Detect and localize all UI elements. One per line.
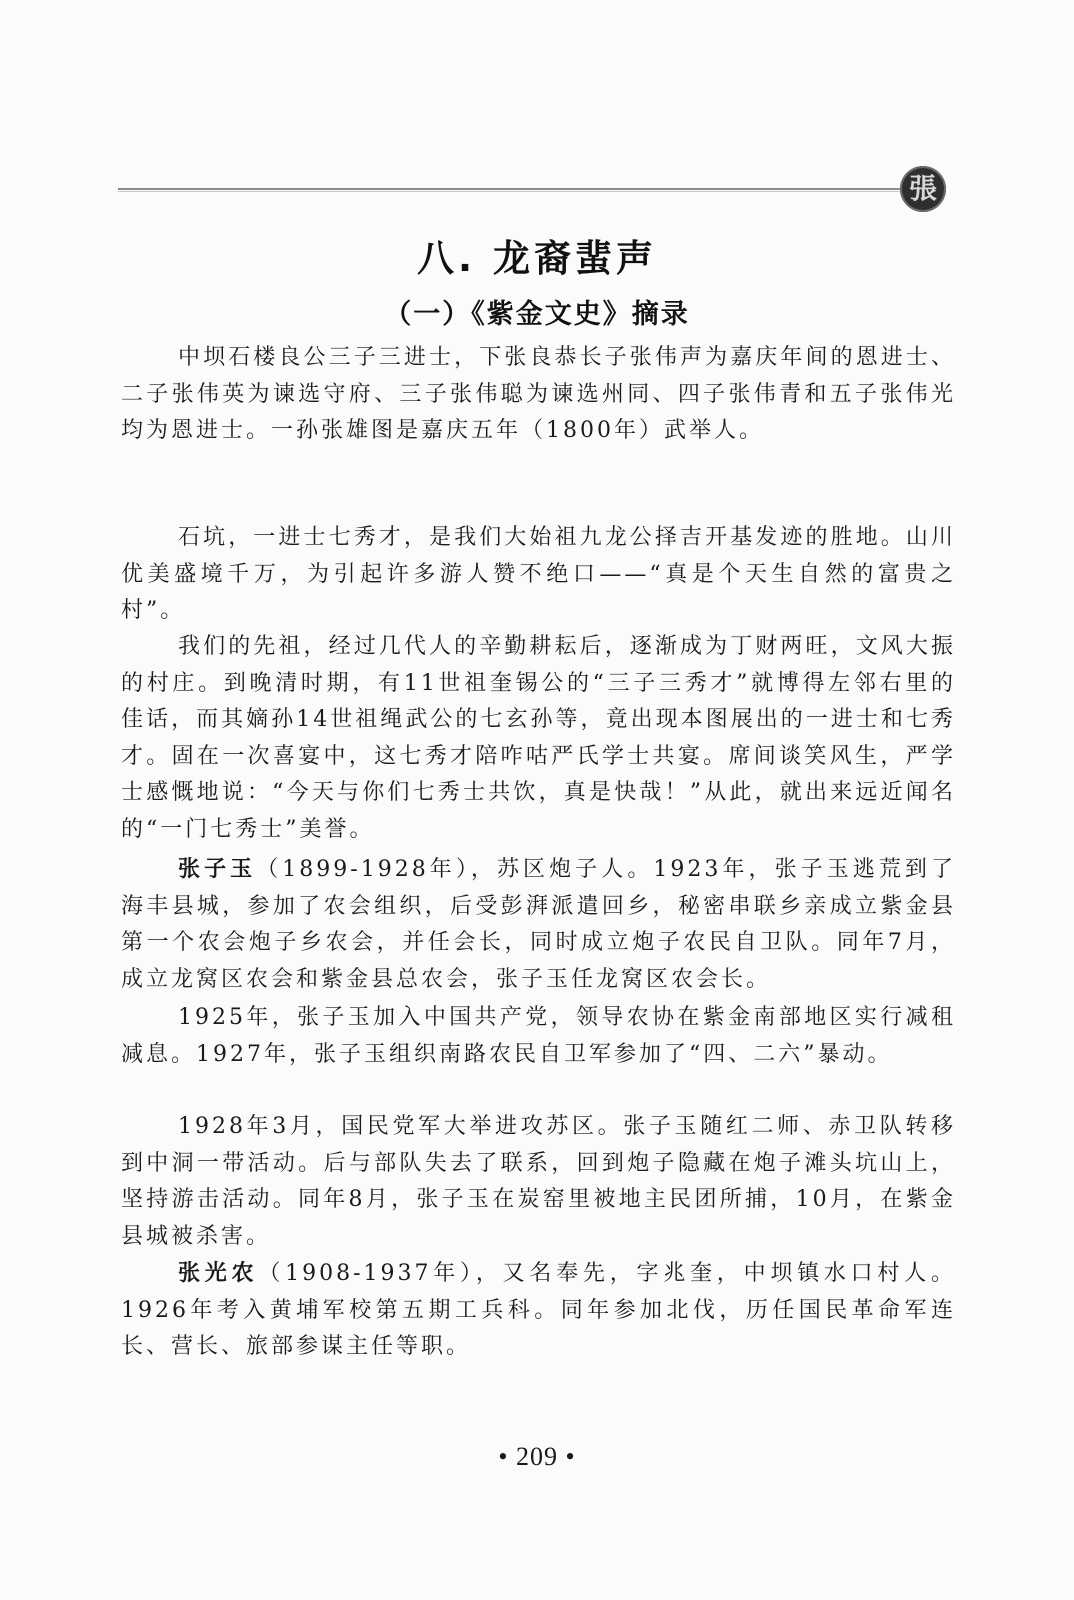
section-title: （一）《紫金文史》摘录 [384,299,690,330]
paragraph-2 [121,520,956,630]
paragraph-zhang-guangnong [121,1256,956,1366]
paragraph-text: （1899-1928年），苏区炮子人。1923年，张子玉逃荒到了海丰县城，参加了农会组织，后受彭湃派遣回乡，秘密串联乡亲成立紫金县第一个农会炮子乡农会，并任会长，同时成立炮子农民自卫队。同年7月，成立龙窝区农会和紫金县总农会，张子玉任龙窝区农会长。 [121,857,956,992]
header-rule-shadow [118,191,900,192]
person-name: 张光农 [178,1261,259,1286]
chapter-title: 八. 龙裔蜚声 [417,237,657,280]
paragraph-text: 我们的先祖，经过几代人的辛勤耕耘后，逐渐成为丁财两旺，文风大振的村庄。到晚清时期，有11世祖奎锡公的“三子三秀才”就博得左邻右里的佳话，而其嫡孙14世祖绳武公的七玄孙等，竟出现本图展出的一进士和七秀才。固在一次喜宴中，这七秀才陪咋咕严氏学士共宴。席间谈笑风生，严学士感慨地说：“今天与你们七秀士共饮，真是快哉！”从此，就出来远近闻名的“一门七秀士”美誉。 [121,634,956,842]
paragraph-zhang-ziyu-1 [121,852,956,998]
zhang-seal-icon: 張 [900,166,946,212]
paragraph-text: 1925年，张子玉加入中国共产党，领导农协在紫金南部地区实行减租减息。1927年，张子玉组织南路农民自卫军参加了“四、二六”暴动。 [121,1005,956,1067]
header-rule [118,188,900,190]
paragraph-text: 1928年3月，国民党军大举进攻苏区。张子玉随红二师、赤卫队转移到中洞一带活动。后与部队失去了联系，回到炮子隐藏在炮子滩头坑山上，坚持游击活动。同年8月，张子玉在炭窑里被地主民团所捕，10月，在紫金县城被杀害。 [121,1114,956,1249]
paragraph-zhang-ziyu-2 [121,1000,956,1073]
paragraph-text: （1908-1937年），又名奉先，字兆奎，中坝镇水口村人。1926年考入黄埔军校第五期工兵科。同年参加北伐，历任国民革命军连长、营长、旅部参谋主任等职。 [121,1261,956,1359]
paragraph-text: 石坑，一进士七秀才，是我们大始祖九龙公择吉开基发迹的胜地。山川优美盛境千万，为引起许多游人赞不绝口——“真是个天生自然的富贵之村”。 [121,525,956,623]
paragraph-3 [121,629,956,848]
paragraph-1 [121,340,956,450]
person-name: 张子玉 [178,857,257,882]
paragraph-zhang-ziyu-3 [121,1109,956,1255]
paragraph-text: 中坝石楼良公三子三进士，下张良恭长子张伟声为嘉庆年间的恩进士、二子张伟英为谏选守府、三子张伟聪为谏选州同、四子张伟青和五子张伟光均为恩进士。一孙张雄图是嘉庆五年（1800年）武举人。 [121,345,956,443]
page-number: • 209 • [498,1442,576,1471]
